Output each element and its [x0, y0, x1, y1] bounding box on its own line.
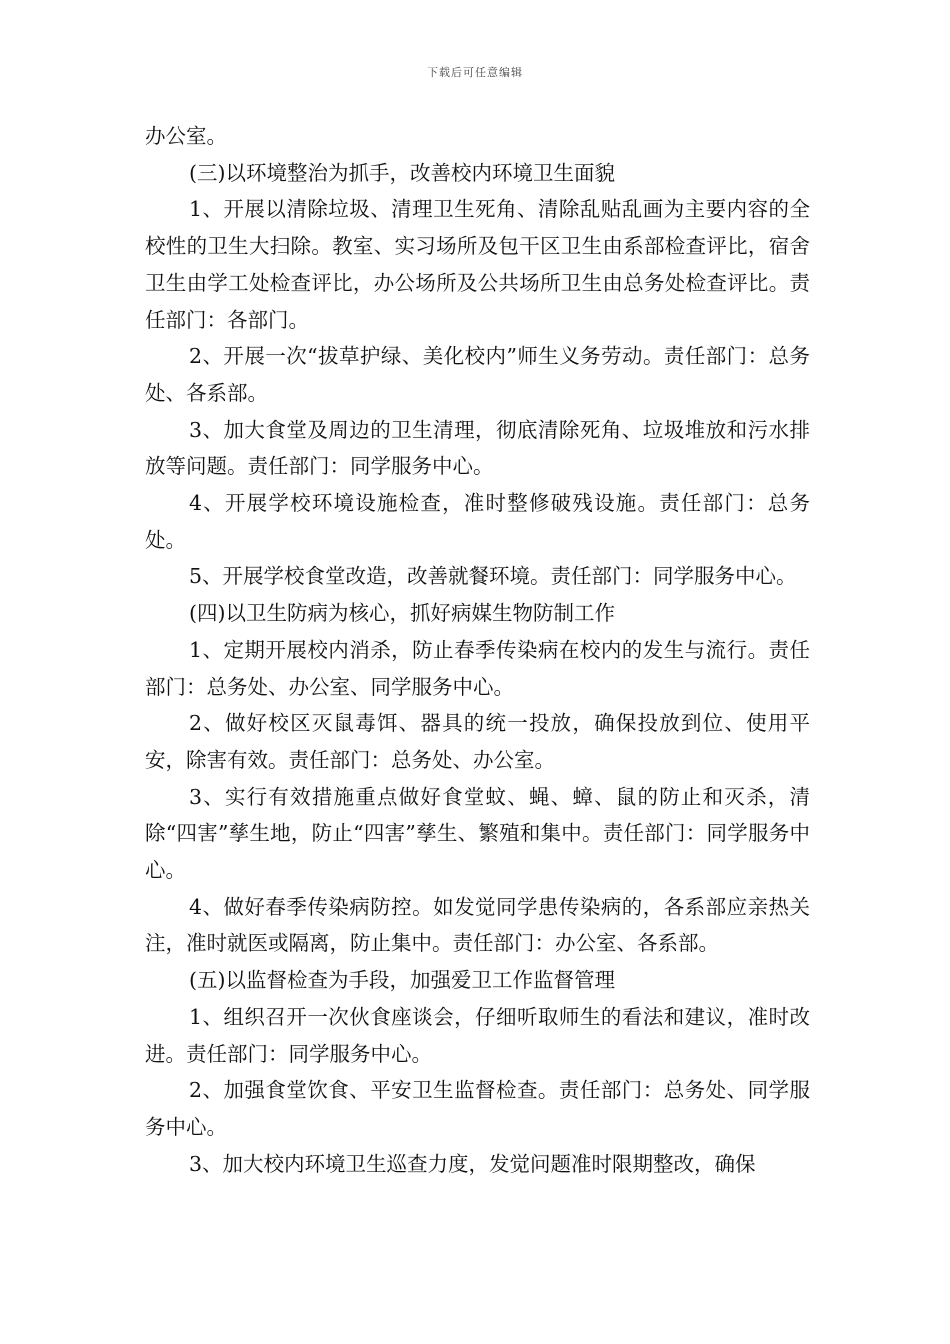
paragraph: 3、加大校内环境卫生巡查力度，发觉问题准时限期整改，确保	[189, 1151, 756, 1176]
section-heading: (三)以环境整治为抓手，改善校内环境卫生面貌	[189, 160, 615, 185]
paragraph: 2、开展一次“拔草护绿、美化校内”师生义务劳动。责任部门：总务处、各系部。	[145, 344, 810, 405]
document-body	[145, 118, 810, 1182]
paragraph: 1、组织召开一次伙食座谈会，仔细听取师生的看法和建议，准时改进。责任部门：同学服务中心。	[145, 1004, 810, 1066]
paragraph: 4、开展学校环境设施检查，准时整修破残设施。责任部门：总务处。	[145, 491, 810, 552]
section-heading: (四)以卫生防病为核心，抓好病媒生物防制工作	[189, 601, 615, 626]
paragraph: 1、定期开展校内消杀，防止春季传染病在校内的发生与流行。责任部门：总务处、办公室、同学服务中心。	[145, 637, 810, 699]
paragraph: 5、开展学校食堂改造，改善就餐环境。责任部门：同学服务中心。	[189, 564, 797, 589]
paragraph: 2、加强食堂饮食、平安卫生监督检查。责任部门：总务处、同学服务中心。	[145, 1078, 810, 1139]
paragraph: 3、加大食堂及周边的卫生清理，彻底清除死角、垃圾堆放和污水排放等问题。责任部门：同学服务中心。	[145, 417, 810, 479]
paragraph: 1、开展以清除垃圾、清理卫生死角、清除乱贴乱画为主要内容的全校性的卫生大扫除。教室、实习场所及包干区卫生由系部检查评比，宿舍卫生由学工处检查评比，办公场所及公共场所卫生由总务处检查评比。责任部门：各部门。	[145, 197, 810, 332]
paragraph: 办公室。	[145, 124, 227, 148]
paragraph: 4、做好春季传染病防控。如发觉同学患传染病的，各系部应亲热关注，准时就医或隔离，防止集中。责任部门：办公室、各系部。	[145, 894, 810, 956]
page-header-note: 下载后可任意编辑	[427, 66, 523, 79]
paragraph: 3、实行有效措施重点做好食堂蚊、蝇、蟑、鼠的防止和灭杀，清除“四害”孳生地，防止“四害”孳生、繁殖和集中。责任部门：同学服务中心。	[145, 784, 810, 883]
section-heading: (五)以监督检查为手段，加强爱卫工作监督管理	[189, 968, 615, 993]
paragraph: 2、做好校区灭鼠毒饵、器具的统一投放，确保投放到位、使用平安，除害有效。责任部门：总务处、办公室。	[145, 711, 810, 772]
